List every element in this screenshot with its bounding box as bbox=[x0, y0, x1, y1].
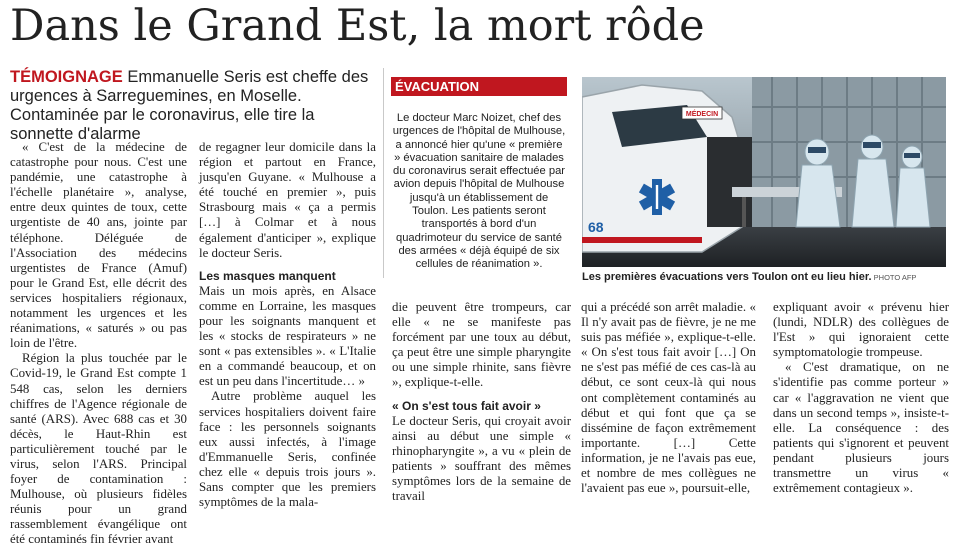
helicopter-label: MÉDECIN bbox=[685, 111, 719, 118]
evacuation-label: ÉVACUATION bbox=[391, 77, 567, 96]
paragraph: expliquant avoir « prévenu hier (lundi, NDLR) des collègues de l'Est » qui ignoraient cette symptomatologie trompeuse. bbox=[773, 300, 949, 360]
article-column-2 bbox=[199, 140, 376, 510]
paragraph: die peuvent être trompeurs, car elle « ne se manifeste pas forcément par une toux au début, ça peut être une simple pharyngite ou une simple rhinite, sans fièvre », explique-t-elle. bbox=[392, 300, 571, 390]
kicker-label: TÉMOIGNAGE bbox=[10, 68, 123, 86]
article-column-4 bbox=[581, 300, 756, 496]
lead-paragraph bbox=[10, 68, 376, 144]
article-column-5 bbox=[773, 300, 949, 496]
paragraph: de regagner leur domicile dans la région et partout en France, jusqu'en Guyane. « Mulhouse a été touché en premier », puis Strasbourg mais « ça a permis […] à Colmar et à nous également d'anticiper », explique le docteur Seris. bbox=[199, 140, 376, 260]
evacuation-text: Le docteur Marc Noizet, chef des urgences de l'hôpital de Mulhouse, a annoncé hier qu'une « première » évacuation sanitaire de malades du coronavirus serait effectuée par avion depuis l'hôpital de Mulhouse jusqu'à un établissement de Toulon. Les patients seront transportés à bord d'un quadrimoteur du service de santé des armées « déjà équipé de six cellules de réanimation ». bbox=[392, 112, 566, 271]
helicopter-number: 68 bbox=[588, 219, 604, 235]
paragraph: « C'est de la médecine de catastrophe pour nous. C'est une pandémie, une catastrophe à l'échelle planétaire », analyse, entre deux quintes de toux, cette urgentiste de 40 ans, jointe par téléphone. Déléguée de l'Association des médecins urgentistes de France (Amuf) pour le Grand Est, elle décrit des services hospitaliers régionaux, notamment les urgences et les réanimations, « saturés » ou pas loin de l'être. bbox=[10, 140, 187, 351]
caption-text: Les premières évacuations vers Toulon ont eu lieu hier. bbox=[582, 271, 872, 283]
subhead-masques: Les masques manquent bbox=[199, 268, 336, 283]
headline: Dans le Grand Est, la mort rôde bbox=[10, 1, 705, 51]
paragraph: qui a précédé son arrêt maladie. « Il n'y avait pas de fièvre, je ne me suis pas méfiée », explique-t-elle. « On s'est tous fait avoir […] On ne s'est pas méfié de ces cas-là au début, ce sont ceux-là qui nous ont complètement contaminés au début et qui font que ça se dissémine de façon extrêmement importante. […] Cette information, je ne l'avais pas eue, et nombre de mes collègues ne l'avaient pas eue », poursuit-elle, bbox=[581, 300, 756, 496]
paragraph: Mais un mois après, en Alsace comme en Lorraine, les masques pour les soignants manquent et les « stocks de respirateurs » ne sont « pas extensibles ». « L'Italie en a commandé beaucoup, et on est un peu dans l'incertitude… » bbox=[199, 283, 376, 389]
subhead-fait-avoir: « On s'est tous fait avoir » bbox=[392, 398, 541, 413]
column-divider bbox=[383, 68, 384, 278]
lead-text: Emmanuelle Seris est cheffe des urgences à Sarreguemines, en Moselle. Contaminée par le coronavirus, elle tire la sonnette d'alarme bbox=[10, 68, 369, 143]
photo-helicopter bbox=[582, 77, 946, 267]
paragraph: Autre problème auquel les services hospitaliers doivent faire face : les personnels soignants eux aussi infectés, à l'image d'Emmanuelle Seris, confinée chez elle « depuis trois jours ». Sans compter que les premiers symptômes de la mala- bbox=[199, 389, 376, 510]
paragraph: Région la plus touchée par le Covid-19, le Grand Est compte 1 548 cas, selon les derniers chiffres de l'Agence régionale de santé (ARS). Avec 688 cas et 30 décès, le Haut-Rhin est particulièrement touché par le virus, selon l'ARS. Principal foyer de contamination : Mulhouse, où plusieurs fidèles réunis pour un grand rassemblement évangélique ont été contaminés fin février avant bbox=[10, 351, 187, 547]
paragraph: Le docteur Seris, qui croyait avoir ainsi au début une simple « rhinopharyngite », a vu « plein de patients » souffrant des mêmes symptômes lors de la semaine de travail bbox=[392, 413, 571, 504]
photo-caption bbox=[582, 270, 952, 285]
article-column-3 bbox=[392, 300, 571, 504]
article-column-1 bbox=[10, 140, 187, 548]
paragraph: « C'est dramatique, on ne s'identifie pas comme porteur » car « l'aggravation ne vient que dans un second temps », insiste-t-elle. La conséquence : des patients qui s'ignorent et peuvent pendant plusieurs jours transmettre un virus « extrêmement contagieux ». bbox=[773, 360, 949, 496]
photo-credit: PHOTO AFP bbox=[871, 273, 917, 282]
